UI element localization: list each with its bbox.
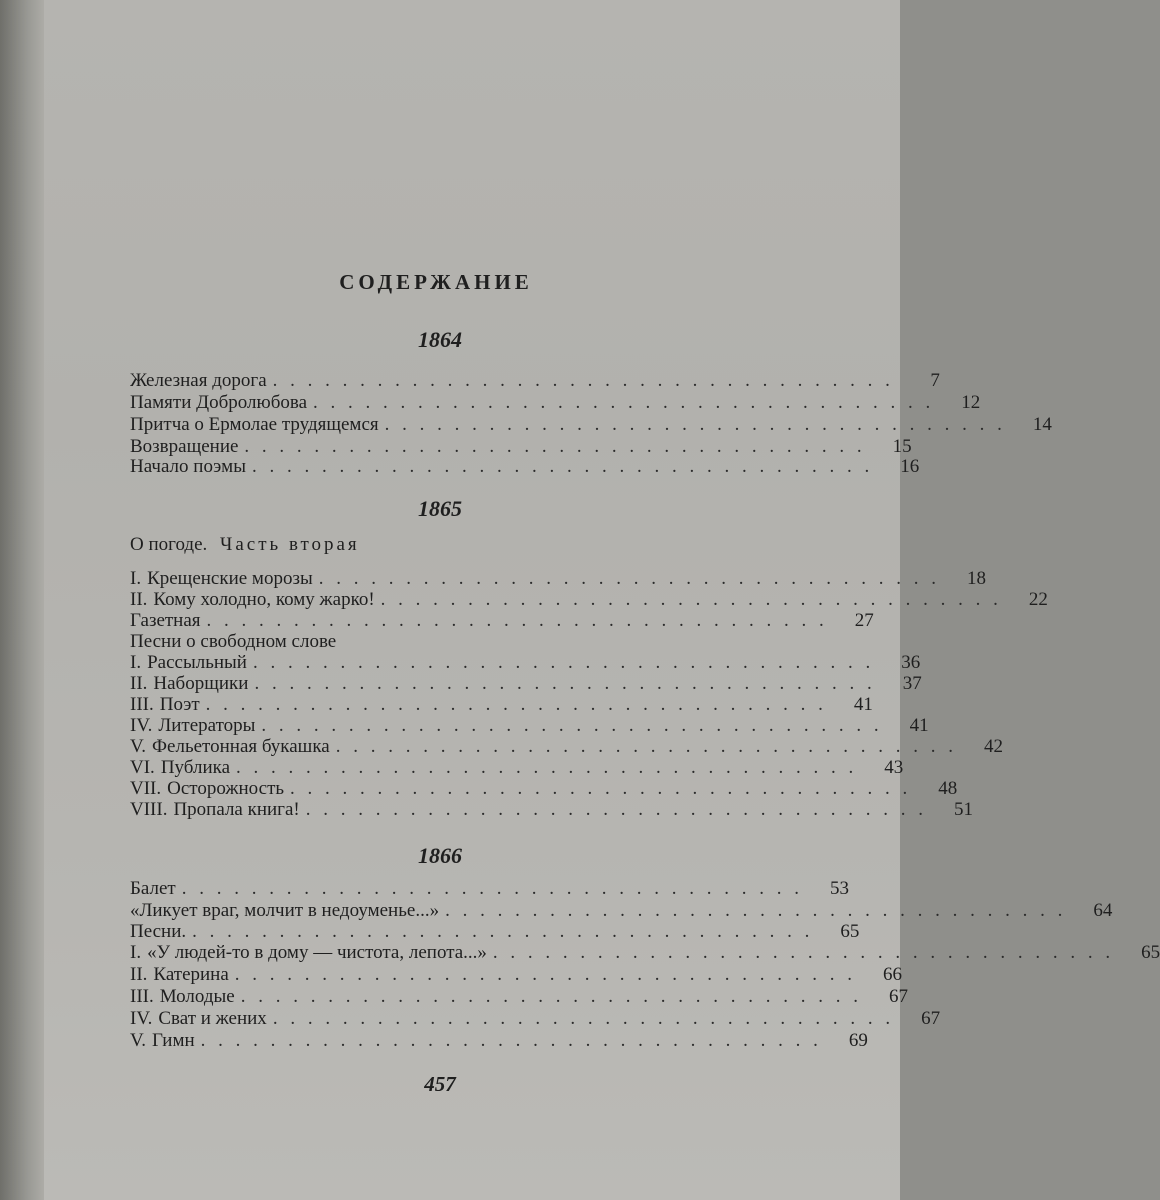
page-number: 48 (938, 778, 958, 799)
page-number: 66 (883, 964, 903, 985)
toc-entry: IV. Литераторы . . . . . . . . . . . . . . . . . . . . . . . . . . . . . . . . . . . . 41 (130, 715, 929, 736)
toc-entry: II. Катерина . . . . . . . . . . . . . . . . . . . . . . . . . . . . . . . . . . . . 66 (130, 964, 903, 985)
page-number: 16 (900, 456, 920, 477)
toc-entry: II. Кому холодно, кому жарко! . . . . . . . . . . . . . . . . . . . . . . . . . . . . . . . . . . . . 22 (130, 589, 1048, 610)
page-number: 65 (1141, 942, 1160, 963)
page-number: 18 (966, 568, 986, 589)
page-number: 27 (854, 610, 874, 631)
toc-entry: III. Поэт . . . . . . . . . . . . . . . . . . . . . . . . . . . . . . . . . . . . 41 (130, 694, 873, 715)
toc-entry: I. Рассыльный . . . . . . . . . . . . . . . . . . . . . . . . . . . . . . . . . . . . 36 (130, 652, 921, 673)
page-number: 37 (902, 673, 922, 694)
toc-group-heading: Песни о свободном слове (130, 631, 337, 652)
toc-entry: I. Крещенские морозы . . . . . . . . . . . . . . . . . . . . . . . . . . . . . . . . . . . . 18 (130, 568, 986, 589)
toc-entry: «Ликует враг, молчит в недоуменье...» . . . . . . . . . . . . . . . . . . . . . . . . . . . . . . . . . . . . 64 (130, 900, 1113, 921)
page-number: 64 (1093, 900, 1113, 921)
group-title: О погоде. Часть вторая (130, 534, 360, 555)
toc-entry: Начало поэмы . . . . . . . . . . . . . . . . . . . . . . . . . . . . . . . . . . . . 16 (130, 456, 920, 477)
toc-entry: Притча о Ермолае трудящемся . . . . . . . . . . . . . . . . . . . . . . . . . . . . . . . . . . . . 14 (130, 414, 1052, 435)
toc-entry: V. Фельетонная букашка . . . . . . . . . . . . . . . . . . . . . . . . . . . . . . . . . . . . 42 (130, 736, 1003, 757)
page-number: 15 (892, 436, 912, 457)
page-number: 22 (1028, 589, 1048, 610)
section-year-1864: 1864 (418, 327, 462, 352)
page-number: 53 (829, 878, 849, 899)
page-number: 41 (909, 715, 929, 736)
toc-entry: Газетная . . . . . . . . . . . . . . . . . . . . . . . . . . . . . . . . . . . . 27 (130, 610, 874, 631)
toc-entry: Песни. . . . . . . . . . . . . . . . . . . . . . . . . . . . . . . . . . . . . 65 (130, 921, 860, 942)
toc-entry: III. Молодые . . . . . . . . . . . . . . . . . . . . . . . . . . . . . . . . . . . . 67 (130, 986, 908, 1007)
table-of-contents (130, 0, 1160, 1200)
page-number: 67 (921, 1008, 941, 1029)
toc-entry: VII. Осторожность . . . . . . . . . . . . . . . . . . . . . . . . . . . . . . . . . . . . 48 (130, 778, 958, 799)
toc-entry: V. Гимн . . . . . . . . . . . . . . . . . . . . . . . . . . . . . . . . . . . . 69 (130, 1030, 868, 1051)
toc-entry: Балет . . . . . . . . . . . . . . . . . . . . . . . . . . . . . . . . . . . . 53 (130, 878, 849, 899)
section-year-1865: 1865 (418, 496, 462, 521)
toc-entry: VIII. Пропала книга! . . . . . . . . . . . . . . . . . . . . . . . . . . . . . . . . . . . . 51 (130, 799, 973, 820)
page-number: 36 (901, 652, 921, 673)
toc-entry: Памяти Добролюбова . . . . . . . . . . . . . . . . . . . . . . . . . . . . . . . . . . . . 12 (130, 392, 981, 413)
section-year-1866: 1866 (418, 843, 462, 868)
page-number: 7 (930, 370, 940, 391)
page-number: 14 (1032, 414, 1052, 435)
toc-entry: Железная дорога . . . . . . . . . . . . . . . . . . . . . . . . . . . . . . . . . . . . 7 (130, 370, 940, 391)
toc-entry: VI. Публика . . . . . . . . . . . . . . . . . . . . . . . . . . . . . . . . . . . . 43 (130, 757, 904, 778)
page-number: 65 (840, 921, 860, 942)
toc-entry: IV. Сват и жених . . . . . . . . . . . . . . . . . . . . . . . . . . . . . . . . . . . . 67 (130, 1008, 941, 1029)
group-subtitle: Часть вторая (220, 534, 360, 555)
folio-page-number: 457 (424, 1072, 456, 1096)
toc-entry: II. Наборщики . . . . . . . . . . . . . . . . . . . . . . . . . . . . . . . . . . . . 37 (130, 673, 922, 694)
page-number: 69 (848, 1030, 868, 1051)
toc-entry: I. «У людей-то в дому — чистота, лепота...» . . . . . . . . . . . . . . . . . . . . . . . . . . . . . . . . . . . . 65 (130, 942, 1160, 963)
page-number: 51 (953, 799, 973, 820)
page-number: 12 (961, 392, 981, 413)
page-number: 43 (884, 757, 904, 778)
toc-entry: Возвращение . . . . . . . . . . . . . . . . . . . . . . . . . . . . . . . . . . . . 15 (130, 436, 912, 457)
page-number: 41 (853, 694, 873, 715)
book-page (44, 0, 1160, 1200)
page-number: 42 (983, 736, 1003, 757)
page-title: СОДЕРЖАНИЕ (339, 270, 533, 294)
page-number: 67 (888, 986, 908, 1007)
